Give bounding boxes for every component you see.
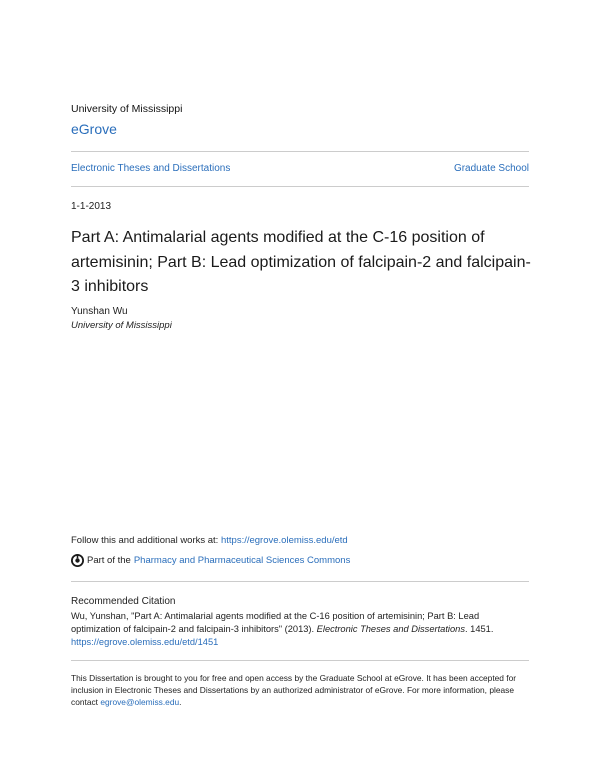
notice-body: This Dissertation is brought to you for free and open access by the Graduate School at eGrove. It has been accepted for inclusion in Electronic Theses and Dissertations by an authorized administrator of eGrove. For more information, please contact — [71, 673, 517, 707]
divider — [71, 581, 529, 582]
divider — [71, 186, 529, 187]
publication-date: 1-1-2013 — [71, 201, 112, 212]
document-title: Part A: Antimalarial agents modified at the C-16 position of artemisinin; Part B: Lead optimization of falcipain-2 and falcipain-3 inhibitors — [71, 229, 531, 295]
contact-email-link[interactable]: egrove@olemiss.edu — [100, 697, 180, 707]
citation-series: Electronic Theses and Dissertations — [316, 624, 465, 634]
repository-link[interactable]: eGrove — [71, 121, 117, 137]
author-name: Yunshan Wu — [71, 306, 128, 317]
institution-name: University of Mississippi — [71, 103, 183, 115]
citation-heading: Recommended Citation — [71, 596, 176, 607]
access-notice — [71, 672, 531, 708]
collection-link[interactable]: Electronic Theses and Dissertations — [71, 163, 231, 174]
author-affiliation: University of Mississippi — [71, 320, 172, 331]
part-of-prefix: Part of the — [87, 555, 131, 566]
citation-link[interactable]: https://egrove.olemiss.edu/etd/1451 — [71, 637, 219, 647]
citation-body: Wu, Yunshan, "Part A: Antimalarial agents modified at the C-16 position of artemisinin; Part B: Lead optimization of falcipain-2 and falcipain-3 inhibitors" (2013). — [71, 611, 480, 634]
follow-line — [71, 535, 348, 546]
discipline-link[interactable]: Pharmacy and Pharmaceutical Sciences Commons — [133, 555, 351, 566]
part-of-line — [71, 554, 350, 567]
follow-link[interactable]: https://egrove.olemiss.edu/etd — [220, 535, 348, 546]
divider — [71, 151, 529, 152]
divider — [71, 660, 529, 661]
school-link[interactable]: Graduate School — [453, 163, 529, 174]
citation-number: . 1451. — [464, 624, 494, 634]
notice-end: . — [179, 697, 182, 707]
commons-network-icon — [71, 554, 84, 567]
citation-text — [71, 610, 531, 649]
follow-prefix: Follow this and additional works at: — [71, 535, 221, 546]
